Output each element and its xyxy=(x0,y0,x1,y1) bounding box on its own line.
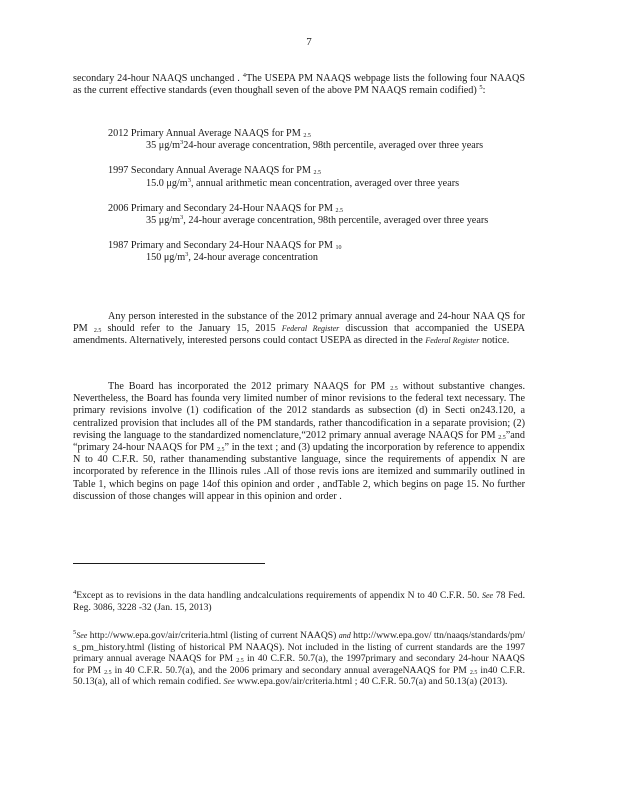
standard-heading: 2012 Primary Annual Average NAAQS for PM $_{2.5}$ xyxy=(108,128,311,139)
footnote-4: $^4$Except as to revisions in the data handling andcalculations requirements of appendix N to 40 C.F.R. 50. See 78 Fed. Reg. 3086, 3228 -32 (Jan. 15, 2013) xyxy=(73,589,526,613)
footnote-separator xyxy=(73,563,265,564)
footnote-ref-4[interactable]: 4 xyxy=(242,72,246,79)
standards-list xyxy=(73,128,525,278)
standard-item xyxy=(73,240,525,264)
page-number: 7 xyxy=(306,36,312,48)
standard-description: 150 $\mu g/m^3$, 24-hour average concentration xyxy=(146,251,318,264)
standard-description: 35 $\mu g/m^3$, 24-hour average concentration, 98th percentile, averaged over three years xyxy=(146,214,489,227)
text: The USEPA PM NAAQS webpage lists the following four NAAQS as the current effective standards (even thoughall seven of the above PM NAAQS remain codified) xyxy=(73,73,525,97)
standard-description: 35 $\mu g/m^324$-hour average concentration, 98th percentile, averaged over three years xyxy=(146,139,484,152)
footnote-number: 4 xyxy=(73,589,77,596)
federal-register-italic: Federal Register xyxy=(281,324,340,334)
text: secondary 24-hour NAAQS unchanged . xyxy=(73,73,240,84)
url-link[interactable]: http://www.epa.gov/air/criteria.html (listing of current NAAQS) xyxy=(89,630,337,641)
paragraph-intro xyxy=(73,73,525,97)
footnote-number: 5 xyxy=(73,629,77,636)
standard-item xyxy=(73,128,525,152)
standard-heading: 1987 Primary and Secondary 24-Hour NAAQS for PM $_{10}$ xyxy=(108,240,342,252)
standard-heading: 1997 Secondary Annual Average NAAQS for PM $_{2.5}$ xyxy=(108,165,322,177)
paragraph-board-incorporation: The Board has incorporated the 2012 primary NAAQS for PM $_{2.5}$ without substantive changes. Nevertheless, the Board has founda very limited number of minor revisions to the federal text necessary. The primary revisions involve (1) codification of the 2012 standards as subsection (d) in Secti on243.120, a centralized provision that includes all of the PM standards, rather thancodification in a separate provision; (2) revising the language to the standardized nomenclature,“2012 primary annual average NAAQS for PM $_{2.5}$”and “primary 24-hour NAAQS for PM $_{2.5}$” in the text ; and (3) updating the incorporation by reference to appendix N to 40 C.F.R. 50, rather thanamending substantive language, since the requirements of appendix N are incorporated by reference in the Illinois rules .All of those revis ions are itemized and summarily outlined in Table 1, which begins on page 14of this opinion and order , andTable 2, which begins on page 15. No further discussion of those changes will appear in this opinion and order . xyxy=(73,381,526,502)
paragraph-federal-register: Any person interested in the substance of the 2012 primary annual average and 24-hour NAA QS for PM $_{2.5}$ should refer to the January 15, 2015 Federal Register discussion that accompanied the USEPA amendments. Alternatively, interested persons could contact USEPA as directed in the Federal Register notice. xyxy=(73,311,526,347)
standard-heading: 2006 Primary and Secondary 24-Hour NAAQS for PM $_{2.5}$ xyxy=(108,202,343,214)
federal-register-italic: Federal Register xyxy=(425,336,480,346)
standard-item xyxy=(73,165,525,189)
text: : xyxy=(482,85,486,97)
standard-description: 15.0 $\mu g/m^3$, annual arithmetic mean concentration, averaged over three years xyxy=(146,176,460,189)
standard-item xyxy=(73,203,525,227)
footnote-ref-5[interactable]: 5 xyxy=(479,84,483,92)
footnote-5: $^5$See http://www.epa.gov/air/criteria.html (listing of current NAAQS) and http://www.epa.gov/ ttn/naaqs/standards/pm/ s_pm_history.html (listing of historical PM NAAQS). Not included in the listing of current standards are the 1997 primary annual average NAAQS for PM $_{2.5}$ in 40 C.F.R. 50.7(a), the 1997primary and secondary 24-hour NAAQS for PM $_{2.5}$ in 40 C.F.R. 50.7(a), and the 2006 primary and secondary annual averageNAAQS for PM $_{2.5}$ in40 C.F.R. 50.13(a), all of which remain codified. See www.epa.gov/air/criteria.html ; 40 C.F.R. 50.7(a) and 50.13(a) (2013). xyxy=(73,629,526,688)
